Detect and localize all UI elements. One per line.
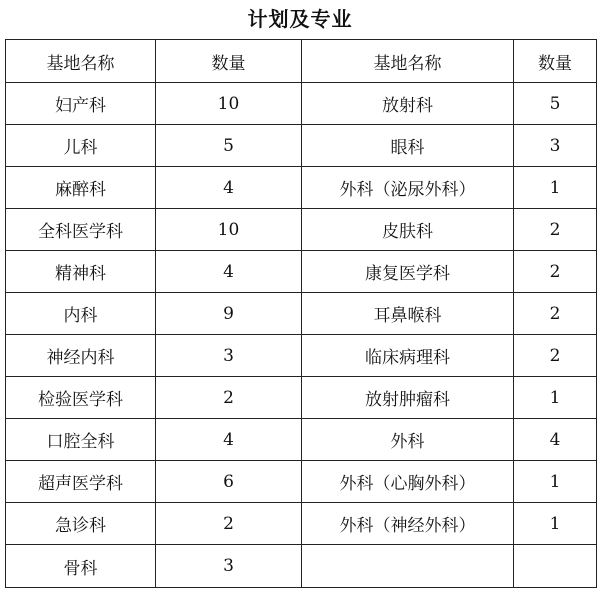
cell-left-name: 内科 [6,293,156,335]
table-row [6,251,597,293]
cell-right-count: 2 [514,335,597,377]
cell-left-name: 神经内科 [6,335,156,377]
header-left-count: 数量 [156,40,302,83]
table-row [6,377,597,419]
table-row [6,293,597,335]
cell-left-count: 6 [156,461,302,503]
table-row [6,125,597,167]
cell-right-name: 眼科 [302,125,514,167]
cell-right-count: 1 [514,503,597,545]
cell-right-name [302,545,514,588]
cell-right-name: 临床病理科 [302,335,514,377]
table-row [6,545,597,588]
cell-left-count: 4 [156,419,302,461]
cell-right-name: 外科（心胸外科） [302,461,514,503]
cell-right-name: 皮肤科 [302,209,514,251]
cell-right-count: 1 [514,167,597,209]
cell-left-count: 2 [156,503,302,545]
cell-right-count: 1 [514,377,597,419]
cell-left-name: 儿科 [6,125,156,167]
cell-left-count: 3 [156,545,302,588]
header-right-name: 基地名称 [302,40,514,83]
page-title: 计划及专业 [247,7,353,31]
table-row [6,167,597,209]
table-row [6,461,597,503]
table-row [6,419,597,461]
cell-right-count: 4 [514,419,597,461]
cell-left-count: 9 [156,293,302,335]
cell-right-name: 耳鼻喉科 [302,293,514,335]
cell-right-count: 5 [514,83,597,125]
cell-right-count: 2 [514,209,597,251]
cell-right-count: 1 [514,461,597,503]
table-row [6,83,597,125]
table-row [6,503,597,545]
cell-left-count: 5 [156,125,302,167]
plan-table [5,39,597,588]
table-header-row [6,40,597,83]
cell-left-count: 10 [156,209,302,251]
cell-right-name: 放射科 [302,83,514,125]
cell-left-count: 10 [156,83,302,125]
cell-right-count [514,545,597,588]
cell-left-count: 4 [156,167,302,209]
cell-left-name: 口腔全科 [6,419,156,461]
cell-right-count: 2 [514,293,597,335]
cell-left-name: 超声医学科 [6,461,156,503]
cell-right-name: 外科 [302,419,514,461]
cell-right-count: 3 [514,125,597,167]
cell-left-name: 精神科 [6,251,156,293]
cell-right-name: 外科（泌尿外科） [302,167,514,209]
cell-left-count: 4 [156,251,302,293]
cell-left-name: 检验医学科 [6,377,156,419]
cell-right-count: 2 [514,251,597,293]
header-right-count: 数量 [514,40,597,83]
cell-left-name: 妇产科 [6,83,156,125]
table-row [6,209,597,251]
cell-left-name: 麻醉科 [6,167,156,209]
cell-left-count: 2 [156,377,302,419]
cell-right-name: 放射肿瘤科 [302,377,514,419]
table-row [6,335,597,377]
cell-left-name: 全科医学科 [6,209,156,251]
cell-left-name: 骨科 [6,545,156,588]
cell-left-name: 急诊科 [6,503,156,545]
header-left-name: 基地名称 [6,40,156,83]
cell-left-count: 3 [156,335,302,377]
cell-right-name: 外科（神经外科） [302,503,514,545]
cell-right-name: 康复医学科 [302,251,514,293]
